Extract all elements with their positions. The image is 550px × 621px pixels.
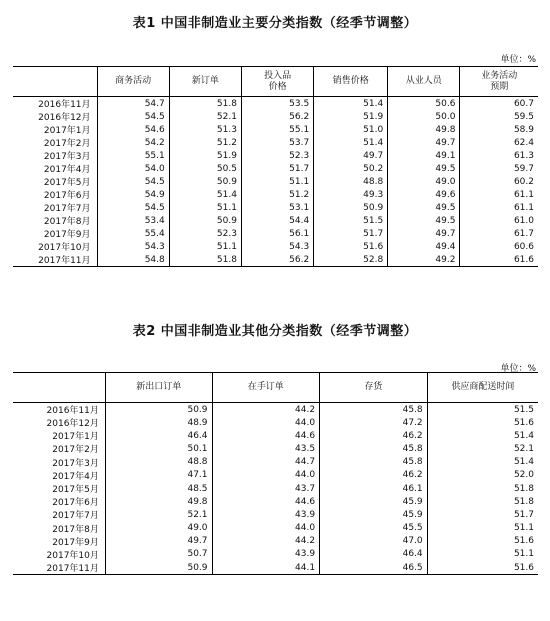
value-cell: 50.7 [105, 548, 212, 561]
table1-body [13, 97, 538, 267]
value-cell: 49.3 [314, 188, 388, 201]
table1-header-cell: 业务活动 预期 [460, 67, 538, 97]
value-cell: 51.6 [427, 535, 538, 548]
value-cell: 61.7 [460, 227, 538, 240]
row-label-cell: 2017年10月 [38, 243, 91, 253]
table-row [13, 561, 538, 575]
value-cell: 43.5 [212, 442, 320, 455]
row-label-cell: 2017年7月 [52, 511, 99, 522]
table-row [13, 136, 538, 149]
value-cell: 51.4 [314, 136, 388, 149]
value-cell: 51.4 [169, 188, 241, 201]
table2-header-cell: 存货 [320, 373, 428, 403]
row-label-cell: 2016年12月 [46, 419, 99, 430]
table-row [13, 535, 538, 548]
value-cell: 45.8 [320, 456, 428, 469]
value-cell: 52.3 [169, 227, 241, 240]
table-row [13, 429, 538, 442]
value-cell: 51.7 [427, 508, 538, 521]
value-cell: 58.9 [460, 123, 538, 136]
value-cell: 50.9 [169, 175, 241, 188]
table1-header-cell: 从业人员 [388, 67, 460, 97]
value-cell: 52.3 [241, 149, 313, 162]
value-cell: 51.0 [314, 123, 388, 136]
row-label-cell: 2017年11月 [46, 564, 99, 575]
row-label-cell: 2017年6月 [43, 191, 91, 201]
table-row [13, 508, 538, 521]
row-label-cell: 2016年11月 [46, 406, 99, 416]
value-cell: 50.6 [388, 97, 460, 111]
table-row [13, 522, 538, 535]
row-label-cell: 2016年12月 [38, 113, 91, 123]
value-cell: 51.7 [314, 227, 388, 240]
row-label-cell: 2017年9月 [52, 537, 99, 548]
value-cell: 51.2 [241, 188, 313, 201]
table1 [13, 66, 538, 267]
table-row [13, 188, 538, 201]
value-cell: 54.9 [97, 188, 169, 201]
value-cell: 51.5 [427, 403, 538, 417]
value-cell: 45.8 [320, 403, 428, 417]
table1-header-cell [13, 67, 97, 97]
table-row [13, 123, 538, 136]
value-cell: 51.1 [427, 548, 538, 561]
value-cell: 54.5 [97, 201, 169, 214]
value-cell: 48.5 [105, 482, 212, 495]
value-cell: 53.1 [241, 201, 313, 214]
value-cell: 51.5 [314, 214, 388, 227]
table-row [13, 548, 538, 561]
value-cell: 51.4 [427, 456, 538, 469]
value-cell: 55.1 [97, 149, 169, 162]
value-cell: 46.4 [320, 548, 428, 561]
value-cell: 54.0 [97, 162, 169, 175]
value-cell: 62.4 [460, 136, 538, 149]
table-row [13, 403, 538, 417]
table-row [13, 495, 538, 508]
value-cell: 44.6 [212, 495, 320, 508]
table-row [13, 110, 538, 123]
value-cell: 51.8 [169, 253, 241, 267]
value-cell: 54.4 [241, 214, 313, 227]
value-cell: 44.2 [212, 535, 320, 548]
row-label-cell: 2017年1月 [43, 126, 91, 136]
row-label-cell: 2017年4月 [43, 165, 91, 175]
row-label-cell: 2017年11月 [38, 256, 91, 266]
value-cell: 52.1 [105, 508, 212, 521]
value-cell: 50.9 [105, 403, 212, 417]
value-cell: 51.1 [427, 522, 538, 535]
table-row [13, 97, 538, 111]
value-cell: 46.4 [105, 429, 212, 442]
value-cell: 47.0 [320, 535, 428, 548]
value-cell: 50.2 [314, 162, 388, 175]
value-cell: 51.3 [169, 123, 241, 136]
value-cell: 49.7 [314, 149, 388, 162]
value-cell: 51.1 [169, 240, 241, 253]
value-cell: 54.5 [97, 175, 169, 188]
value-cell: 44.7 [212, 456, 320, 469]
value-cell: 46.5 [320, 561, 428, 575]
value-cell: 51.8 [169, 97, 241, 111]
table-row [13, 227, 538, 240]
value-cell: 46.2 [320, 429, 428, 442]
value-cell: 43.9 [212, 508, 320, 521]
value-cell: 48.8 [105, 456, 212, 469]
value-cell: 54.6 [97, 123, 169, 136]
table2-header-cell: 在手订单 [212, 373, 320, 403]
value-cell: 52.0 [427, 469, 538, 482]
row-label-cell: 2017年4月 [52, 471, 99, 482]
table1-title: 表1 中国非制造业主要分类指数（经季节调整） [132, 16, 418, 31]
value-cell: 54.3 [97, 240, 169, 253]
table1-header-row [13, 67, 538, 97]
row-label-cell: 2017年9月 [43, 230, 91, 240]
table1-header-cell: 投入品 价格 [241, 67, 313, 97]
value-cell: 47.1 [105, 469, 212, 482]
table-row [13, 214, 538, 227]
value-cell: 61.0 [460, 214, 538, 227]
value-cell: 49.6 [388, 188, 460, 201]
value-cell: 49.0 [388, 175, 460, 188]
value-cell: 44.0 [212, 469, 320, 482]
value-cell: 54.5 [97, 110, 169, 123]
value-cell: 52.8 [314, 253, 388, 267]
table2-header-cell: 供应商配送时间 [427, 373, 538, 403]
value-cell: 51.1 [241, 175, 313, 188]
row-label-cell: 2016年11月 [38, 100, 91, 110]
value-cell: 50.0 [388, 110, 460, 123]
value-cell: 61.1 [460, 201, 538, 214]
value-cell: 46.1 [320, 482, 428, 495]
value-cell: 55.1 [241, 123, 313, 136]
table-row [13, 482, 538, 495]
table2-body [13, 403, 538, 575]
value-cell: 51.4 [427, 429, 538, 442]
value-cell: 46.2 [320, 469, 428, 482]
row-label-cell: 2017年2月 [43, 139, 91, 149]
value-cell: 51.9 [314, 110, 388, 123]
value-cell: 45.9 [320, 508, 428, 521]
value-cell: 53.7 [241, 136, 313, 149]
value-cell: 44.0 [212, 522, 320, 535]
value-cell: 51.4 [314, 97, 388, 111]
table2-header-cell [13, 373, 105, 403]
table-row [13, 416, 538, 429]
value-cell: 54.7 [97, 97, 169, 111]
table-row [13, 442, 538, 455]
table-row [13, 240, 538, 253]
value-cell: 49.7 [388, 136, 460, 149]
value-cell: 44.6 [212, 429, 320, 442]
value-cell: 49.5 [388, 201, 460, 214]
value-cell: 60.7 [460, 97, 538, 111]
table-row [13, 456, 538, 469]
table2-header-row [13, 373, 538, 403]
value-cell: 51.9 [169, 149, 241, 162]
value-cell: 53.5 [241, 97, 313, 111]
value-cell: 56.2 [241, 110, 313, 123]
value-cell: 51.2 [169, 136, 241, 149]
value-cell: 54.2 [97, 136, 169, 149]
value-cell: 52.1 [169, 110, 241, 123]
value-cell: 49.4 [388, 240, 460, 253]
value-cell: 49.2 [388, 253, 460, 267]
value-cell: 59.7 [460, 162, 538, 175]
table2 [13, 372, 538, 575]
value-cell: 56.1 [241, 227, 313, 240]
value-cell: 47.2 [320, 416, 428, 429]
value-cell: 45.5 [320, 522, 428, 535]
table-row [13, 469, 538, 482]
row-label-cell: 2017年3月 [43, 152, 91, 162]
value-cell: 56.2 [241, 253, 313, 267]
table1-header-cell: 商务活动 [97, 67, 169, 97]
value-cell: 54.8 [97, 253, 169, 267]
value-cell: 61.1 [460, 188, 538, 201]
table2-header-cell: 新出口订单 [105, 373, 212, 403]
value-cell: 53.4 [97, 214, 169, 227]
value-cell: 49.1 [388, 149, 460, 162]
row-label-cell: 2017年7月 [43, 204, 91, 214]
value-cell: 60.6 [460, 240, 538, 253]
value-cell: 43.9 [212, 548, 320, 561]
value-cell: 50.1 [105, 442, 212, 455]
value-cell: 44.0 [212, 416, 320, 429]
value-cell: 51.6 [427, 416, 538, 429]
row-label-cell: 2017年6月 [52, 498, 99, 509]
table2-title: 表2 中国非制造业其他分类指数（经季节调整） [132, 324, 418, 339]
table-row [13, 149, 538, 162]
row-label-cell: 2017年1月 [52, 432, 99, 443]
table1-header-cell: 销售价格 [314, 67, 388, 97]
value-cell: 50.9 [105, 561, 212, 575]
value-cell: 49.0 [105, 522, 212, 535]
value-cell: 48.8 [314, 175, 388, 188]
value-cell: 44.2 [212, 403, 320, 417]
table-row [13, 162, 538, 175]
table-row [13, 201, 538, 214]
row-label-cell: 2017年10月 [46, 550, 99, 561]
value-cell: 44.1 [212, 561, 320, 575]
value-cell: 45.9 [320, 495, 428, 508]
value-cell: 49.8 [105, 495, 212, 508]
table-row [13, 175, 538, 188]
table-row [13, 253, 538, 267]
value-cell: 49.5 [388, 162, 460, 175]
value-cell: 61.3 [460, 149, 538, 162]
value-cell: 51.7 [241, 162, 313, 175]
value-cell: 49.7 [105, 535, 212, 548]
value-cell: 49.5 [388, 214, 460, 227]
table1-header-cell: 新订单 [169, 67, 241, 97]
row-label-cell: 2017年5月 [52, 485, 99, 496]
row-label-cell: 2017年5月 [43, 178, 91, 188]
value-cell: 50.9 [314, 201, 388, 214]
table2-unit: 单位：% [500, 364, 536, 374]
row-label-cell: 2017年8月 [52, 524, 99, 535]
value-cell: 61.6 [460, 253, 538, 267]
row-label-cell: 2017年3月 [52, 458, 99, 469]
value-cell: 51.8 [427, 482, 538, 495]
value-cell: 60.2 [460, 175, 538, 188]
value-cell: 55.4 [97, 227, 169, 240]
value-cell: 48.9 [105, 416, 212, 429]
value-cell: 52.1 [427, 442, 538, 455]
value-cell: 51.6 [314, 240, 388, 253]
value-cell: 59.5 [460, 110, 538, 123]
value-cell: 51.1 [169, 201, 241, 214]
table1-unit: 单位：% [500, 55, 536, 65]
value-cell: 54.3 [241, 240, 313, 253]
value-cell: 50.9 [169, 214, 241, 227]
row-label-cell: 2017年2月 [52, 445, 99, 456]
value-cell: 50.5 [169, 162, 241, 175]
value-cell: 45.8 [320, 442, 428, 455]
value-cell: 49.8 [388, 123, 460, 136]
value-cell: 43.7 [212, 482, 320, 495]
row-label-cell: 2017年8月 [43, 217, 91, 227]
value-cell: 51.8 [427, 495, 538, 508]
value-cell: 51.6 [427, 561, 538, 575]
value-cell: 49.7 [388, 227, 460, 240]
